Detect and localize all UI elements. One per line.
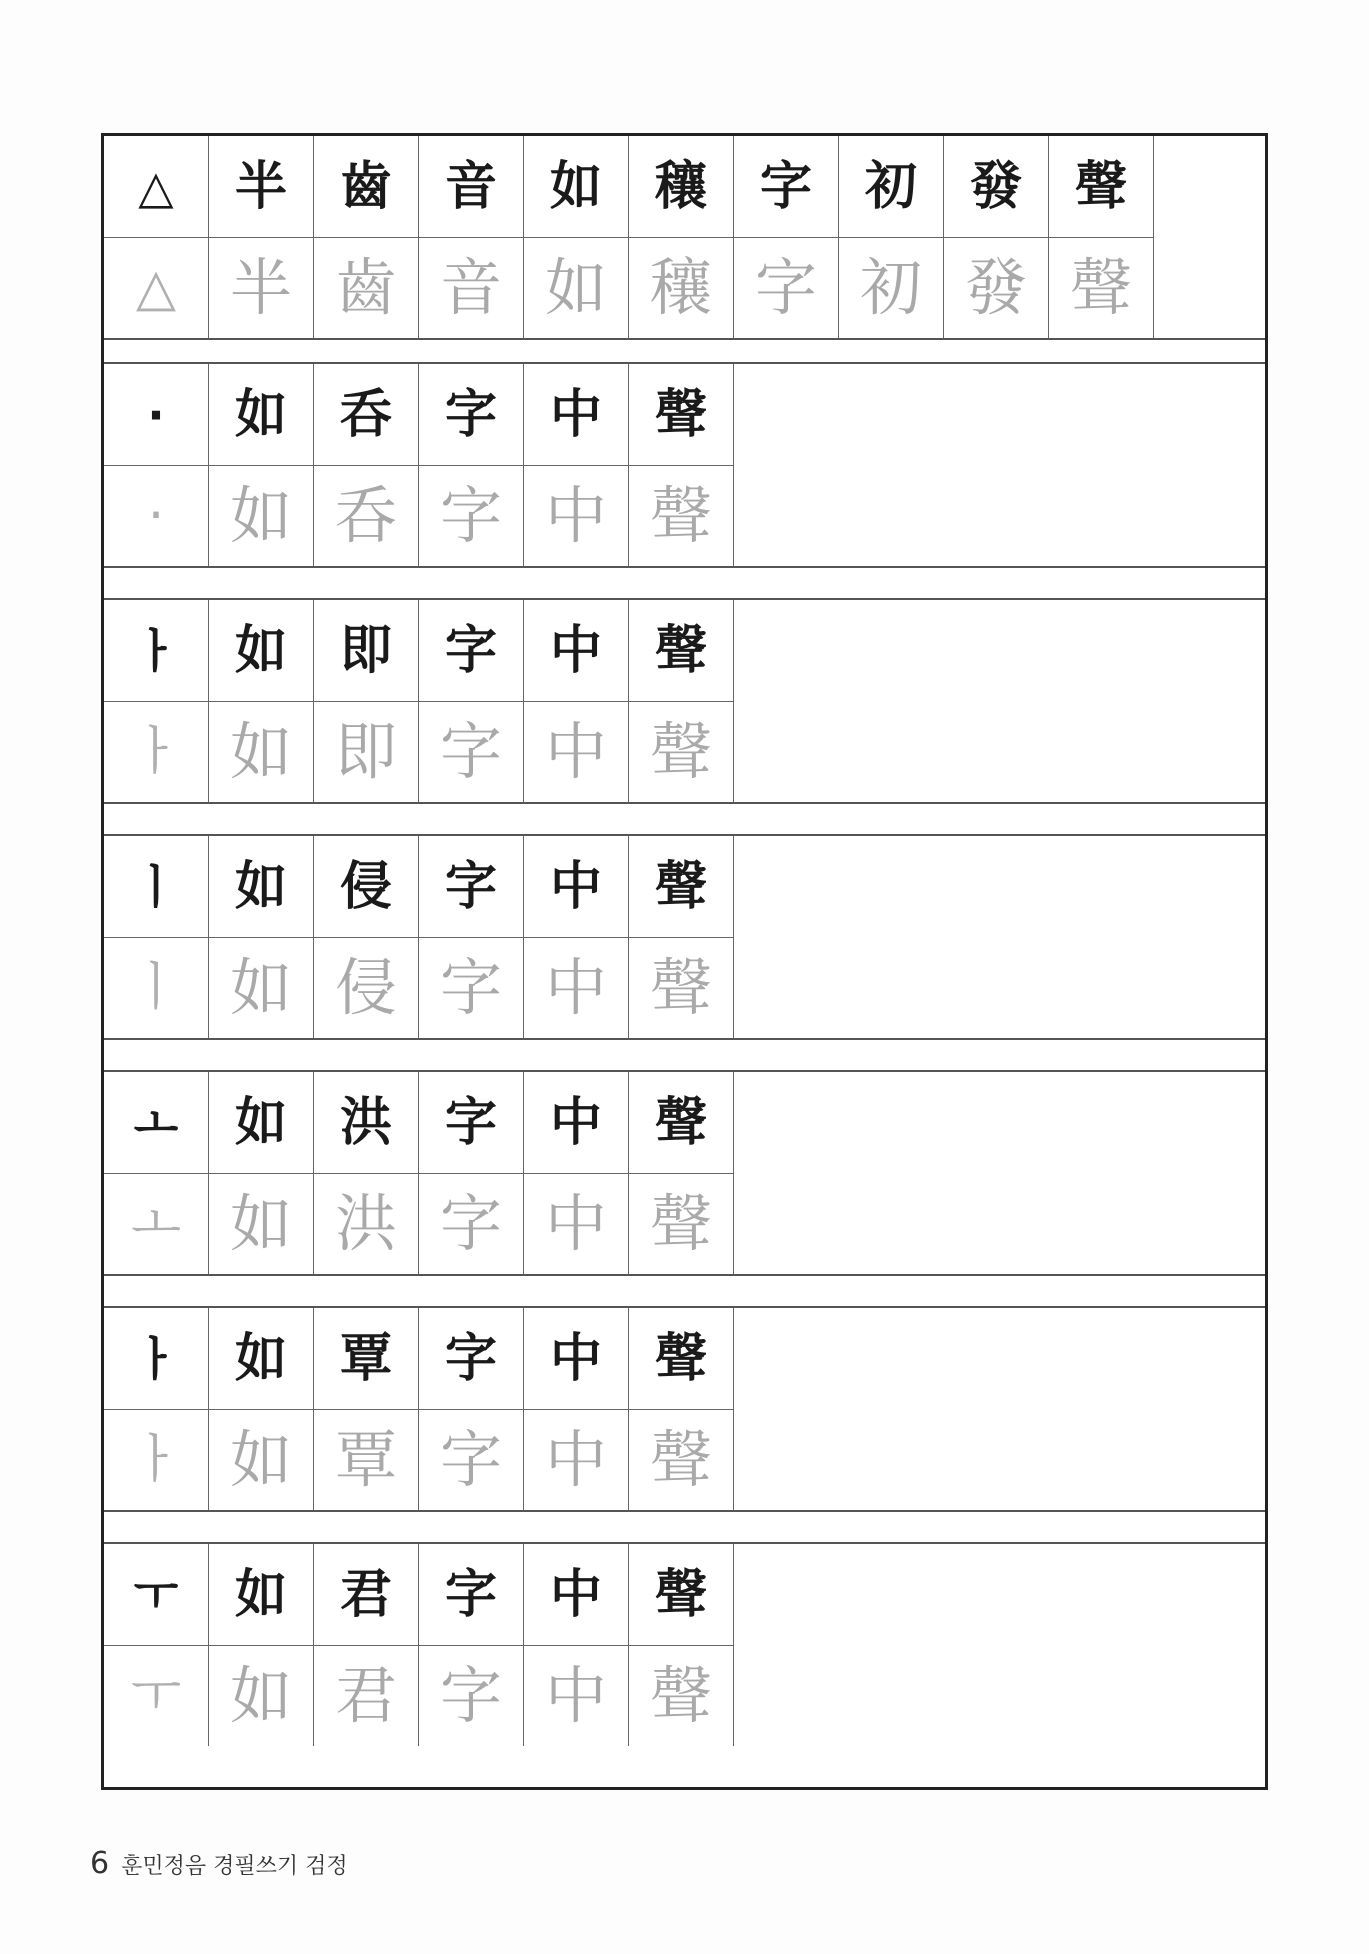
trace-character[interactable]: ㅏ [104, 1409, 209, 1510]
page-number: 6 [90, 1846, 110, 1881]
practice-block [104, 362, 1265, 568]
trace-character[interactable]: 字 [419, 1645, 524, 1746]
model-row [104, 136, 1154, 238]
trace-character[interactable]: ㅜ [104, 1645, 209, 1746]
model-character: 半 [209, 136, 314, 237]
model-character: 初 [839, 136, 944, 237]
practice-block [104, 1542, 1265, 1746]
trace-character[interactable]: 呑 [314, 465, 419, 566]
model-character: 君 [314, 1544, 419, 1645]
practice-block [104, 136, 1265, 340]
model-character: △ [104, 136, 209, 237]
trace-character[interactable]: ㅣ [104, 937, 209, 1038]
model-character: 中 [524, 600, 629, 701]
trace-character[interactable]: 穰 [629, 237, 734, 338]
model-character: 如 [209, 364, 314, 465]
model-character: 聲 [629, 600, 734, 701]
trace-character[interactable]: 洪 [314, 1173, 419, 1274]
trace-character[interactable]: 聲 [629, 465, 734, 566]
model-character: 即 [314, 600, 419, 701]
practice-block [104, 834, 1265, 1040]
trace-character[interactable]: 中 [524, 701, 629, 802]
trace-row [104, 1645, 734, 1746]
model-character: 音 [419, 136, 524, 237]
trace-character[interactable]: 初 [839, 237, 944, 338]
model-row [104, 1544, 734, 1646]
model-character: 字 [419, 1544, 524, 1645]
model-character: 呑 [314, 364, 419, 465]
model-character: 聲 [629, 364, 734, 465]
trace-character[interactable]: 如 [209, 1173, 314, 1274]
trace-character[interactable]: 聲 [629, 1409, 734, 1510]
model-character: ㅏ [104, 600, 209, 701]
model-character: 洪 [314, 1072, 419, 1173]
trace-character[interactable]: 聲 [629, 1645, 734, 1746]
trace-character[interactable]: 君 [314, 1645, 419, 1746]
trace-character[interactable]: 如 [209, 1645, 314, 1746]
trace-row [104, 937, 734, 1038]
trace-character[interactable]: · [104, 465, 209, 566]
trace-character[interactable]: 字 [419, 937, 524, 1038]
trace-character[interactable]: 聲 [629, 701, 734, 802]
model-character: 聲 [1049, 136, 1154, 237]
trace-row [104, 465, 734, 566]
model-character: 如 [209, 836, 314, 937]
trace-character[interactable]: 音 [419, 237, 524, 338]
trace-character[interactable]: 齒 [314, 237, 419, 338]
model-character: 如 [209, 1072, 314, 1173]
model-character: 如 [524, 136, 629, 237]
practice-block [104, 598, 1265, 804]
trace-character[interactable]: 即 [314, 701, 419, 802]
model-character: · [104, 364, 209, 465]
model-character: 聲 [629, 836, 734, 937]
model-row [104, 1072, 734, 1174]
trace-character[interactable]: 聲 [629, 1173, 734, 1274]
trace-character[interactable]: 半 [209, 237, 314, 338]
model-character: 字 [419, 364, 524, 465]
trace-character[interactable]: ㅏ [104, 701, 209, 802]
trace-character[interactable]: 字 [419, 1409, 524, 1510]
model-character: 中 [524, 836, 629, 937]
model-row [104, 600, 734, 702]
trace-character[interactable]: 字 [419, 701, 524, 802]
model-character: 發 [944, 136, 1049, 237]
model-character: 聲 [629, 1072, 734, 1173]
trace-character[interactable]: 中 [524, 465, 629, 566]
trace-character[interactable]: ㅗ [104, 1173, 209, 1274]
trace-character[interactable]: 覃 [314, 1409, 419, 1510]
page-footer [90, 1846, 348, 1881]
model-character: 聲 [629, 1544, 734, 1645]
trace-character[interactable]: 侵 [314, 937, 419, 1038]
trace-row [104, 237, 1154, 338]
model-row [104, 1308, 734, 1410]
model-character: 字 [419, 1308, 524, 1409]
trace-character[interactable]: 聲 [1049, 237, 1154, 338]
model-character: 中 [524, 364, 629, 465]
model-row [104, 836, 734, 938]
model-row [104, 364, 734, 466]
trace-row [104, 1409, 734, 1510]
book-title: 훈민정음 경필쓰기 검정 [121, 1854, 348, 1879]
trace-character[interactable]: 字 [419, 465, 524, 566]
trace-character[interactable]: 中 [524, 1409, 629, 1510]
trace-character[interactable]: 字 [734, 237, 839, 338]
model-character: 如 [209, 600, 314, 701]
trace-row [104, 701, 734, 802]
model-character: 覃 [314, 1308, 419, 1409]
model-character: 侵 [314, 836, 419, 937]
trace-character[interactable]: 中 [524, 1645, 629, 1746]
trace-character[interactable]: 如 [209, 937, 314, 1038]
trace-character[interactable]: 如 [209, 465, 314, 566]
model-character: 字 [419, 836, 524, 937]
model-character: ㅗ [104, 1072, 209, 1173]
model-character: 穰 [629, 136, 734, 237]
model-character: 如 [209, 1544, 314, 1645]
model-character: ㅏ [104, 1308, 209, 1409]
trace-character[interactable]: 如 [209, 701, 314, 802]
model-character: 中 [524, 1072, 629, 1173]
trace-row [104, 1173, 734, 1274]
model-character: 中 [524, 1308, 629, 1409]
worksheet-table [101, 133, 1268, 1790]
trace-character[interactable]: 聲 [629, 937, 734, 1038]
model-character: 如 [209, 1308, 314, 1409]
model-character: 中 [524, 1544, 629, 1645]
model-character: ㅣ [104, 836, 209, 937]
trace-character[interactable]: 發 [944, 237, 1049, 338]
trace-character[interactable]: 中 [524, 937, 629, 1038]
trace-character[interactable]: △ [104, 237, 209, 338]
model-character: ㅜ [104, 1544, 209, 1645]
trace-character[interactable]: 如 [524, 237, 629, 338]
practice-block [104, 1070, 1265, 1276]
trace-character[interactable]: 字 [419, 1173, 524, 1274]
trace-character[interactable]: 中 [524, 1173, 629, 1274]
model-character: 字 [734, 136, 839, 237]
model-character: 字 [419, 1072, 524, 1173]
practice-block [104, 1306, 1265, 1512]
model-character: 齒 [314, 136, 419, 237]
trace-character[interactable]: 如 [209, 1409, 314, 1510]
model-character: 字 [419, 600, 524, 701]
model-character: 聲 [629, 1308, 734, 1409]
